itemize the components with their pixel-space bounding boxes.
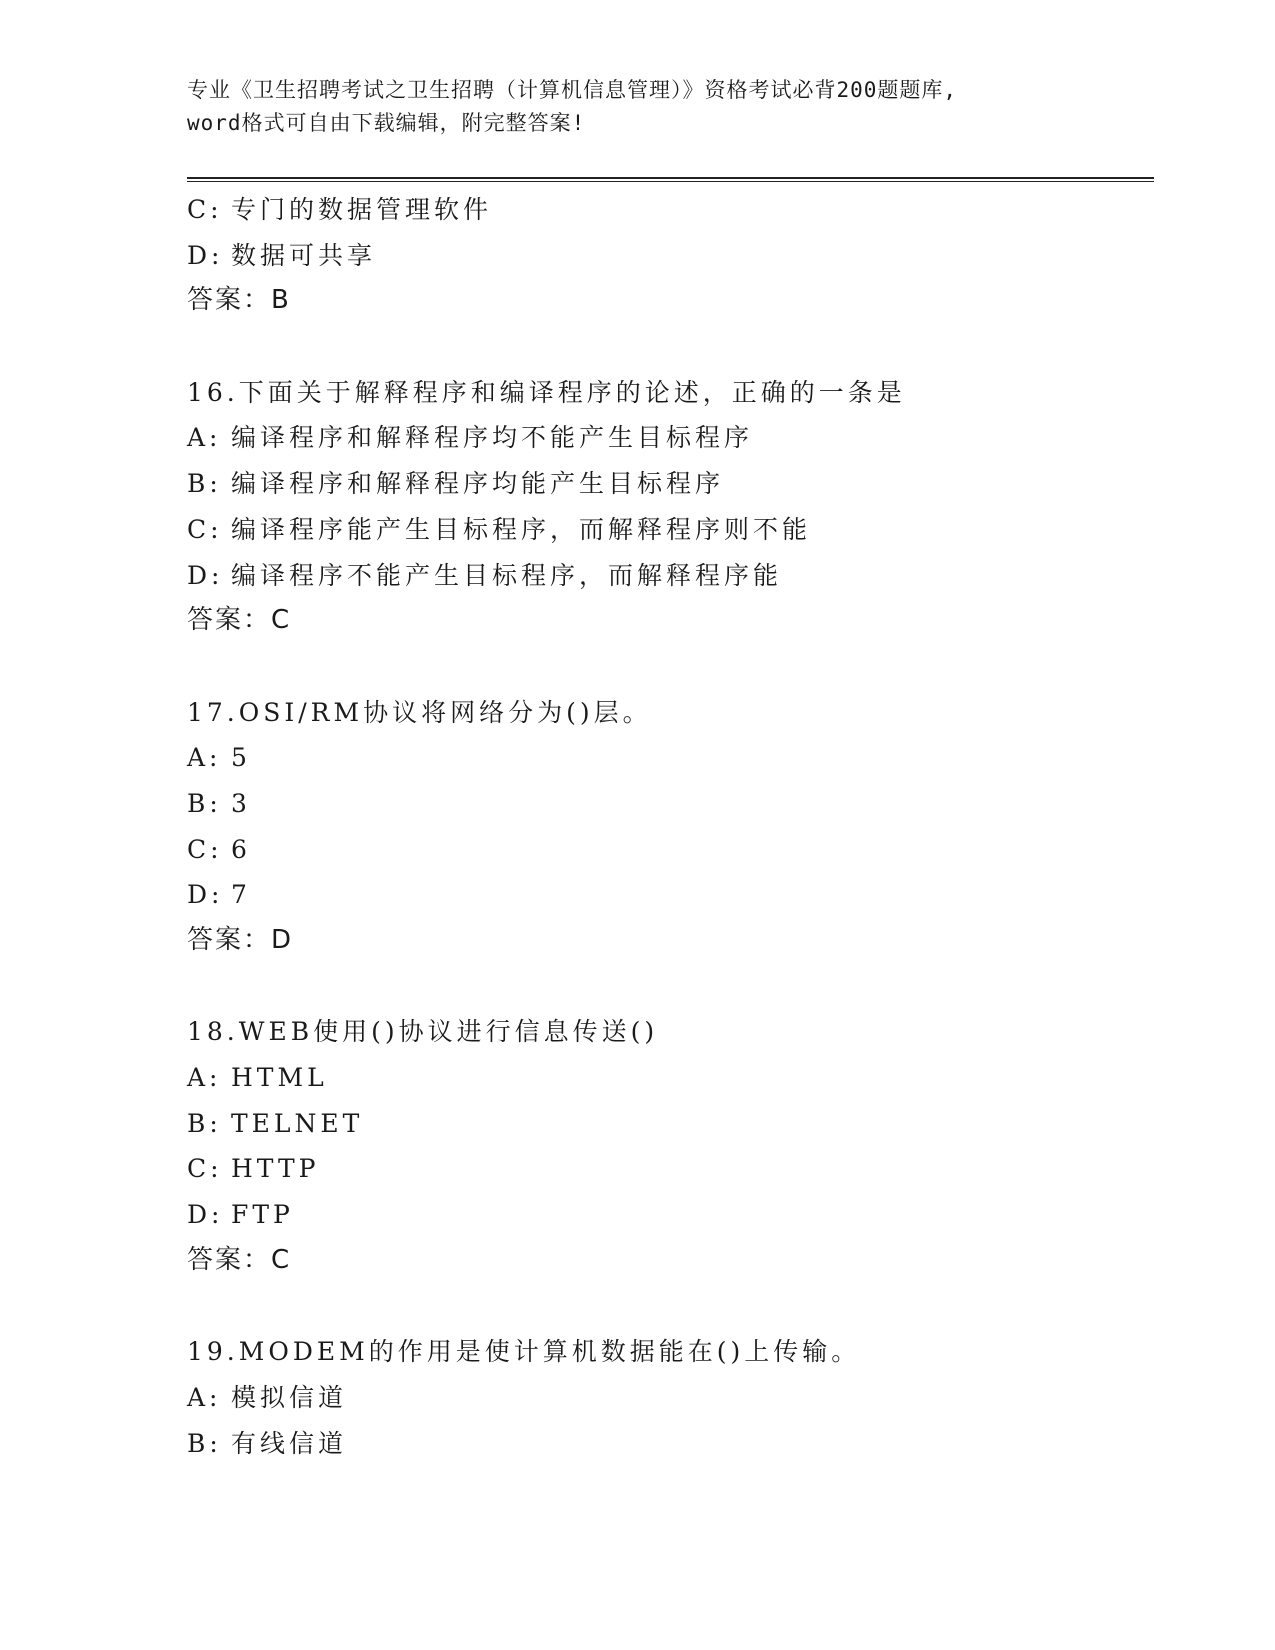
option-text: 编译程序不能产生目标程序，而解释程序能	[231, 560, 783, 590]
option-text: 5	[231, 743, 251, 773]
option-line	[187, 233, 1187, 279]
option-line	[187, 553, 1187, 599]
option-prefix: B:	[187, 1108, 222, 1138]
spacer	[187, 644, 1187, 690]
spacer	[187, 1284, 1187, 1330]
answer-line: 答案：D	[187, 925, 294, 955]
option-prefix: B:	[187, 469, 222, 499]
option-prefix: D:	[187, 240, 224, 270]
option-prefix: A:	[187, 743, 222, 773]
option-text: FTP	[231, 1200, 294, 1230]
option-line	[187, 507, 1187, 553]
spacer	[187, 324, 1187, 370]
option-line	[187, 415, 1187, 461]
option-line	[187, 461, 1187, 507]
question-stem: 17.OSI/RM协议将网络分为()层。	[187, 697, 652, 727]
option-text: HTTP	[231, 1154, 320, 1184]
question-stem: 18.WEB使用()协议进行信息传送()	[187, 1017, 659, 1047]
option-text: 有线信道	[231, 1428, 348, 1458]
header-divider	[187, 177, 1154, 182]
option-prefix: D:	[187, 560, 224, 590]
option-prefix: C:	[187, 1154, 223, 1184]
option-line	[187, 187, 1187, 233]
option-line	[187, 1055, 1187, 1101]
option-prefix: B:	[187, 1428, 222, 1458]
option-text: TELNET	[231, 1108, 364, 1138]
option-line	[187, 1421, 1187, 1467]
spacer	[187, 964, 1187, 1010]
option-text: 编译程序和解释程序均能产生目标程序	[231, 469, 725, 499]
option-text: 3	[231, 788, 251, 818]
option-line	[187, 781, 1187, 827]
option-prefix: A:	[187, 1382, 222, 1412]
answer-line: 答案：C	[187, 1244, 292, 1275]
option-text: 数据可共享	[231, 240, 377, 270]
option-prefix: A:	[187, 1063, 222, 1093]
option-text: 6	[231, 834, 251, 864]
option-line	[187, 1375, 1187, 1421]
option-prefix: B:	[187, 788, 222, 818]
option-prefix: C:	[187, 195, 223, 224]
option-line	[187, 1192, 1187, 1238]
option-line	[187, 1146, 1187, 1192]
document-header	[187, 74, 1087, 140]
question-stem: 19.MODEM的作用是使计算机数据能在()上传输。	[187, 1337, 861, 1367]
header-line-1: 专业《卫生招聘考试之卫生招聘（计算机信息管理）》资格考试必背200题题库,	[187, 78, 958, 102]
option-line	[187, 735, 1187, 781]
option-line	[187, 872, 1187, 918]
option-line	[187, 1101, 1187, 1147]
option-prefix: D:	[187, 1200, 224, 1230]
answer-line: 答案：B	[187, 285, 291, 316]
option-line	[187, 827, 1187, 873]
option-text: 编译程序和解释程序均不能产生目标程序	[231, 423, 754, 453]
option-text: HTML	[231, 1063, 328, 1093]
question-stem: 16.下面关于解释程序和编译程序的论述，正确的一条是	[187, 377, 906, 407]
option-prefix: C:	[187, 514, 223, 544]
answer-line: 答案：C	[187, 605, 292, 636]
header-line-2: word格式可自由下载编辑，附完整答案!	[187, 111, 586, 135]
option-prefix: C:	[187, 834, 223, 864]
option-text: 编译程序能产生目标程序，而解释程序则不能	[231, 514, 812, 544]
option-text: 专门的数据管理软件	[231, 195, 493, 224]
question-list	[187, 187, 1187, 1466]
option-prefix: A:	[187, 423, 222, 453]
option-text: 模拟信道	[231, 1382, 348, 1412]
option-prefix: D:	[187, 880, 224, 910]
option-text: 7	[231, 880, 251, 910]
